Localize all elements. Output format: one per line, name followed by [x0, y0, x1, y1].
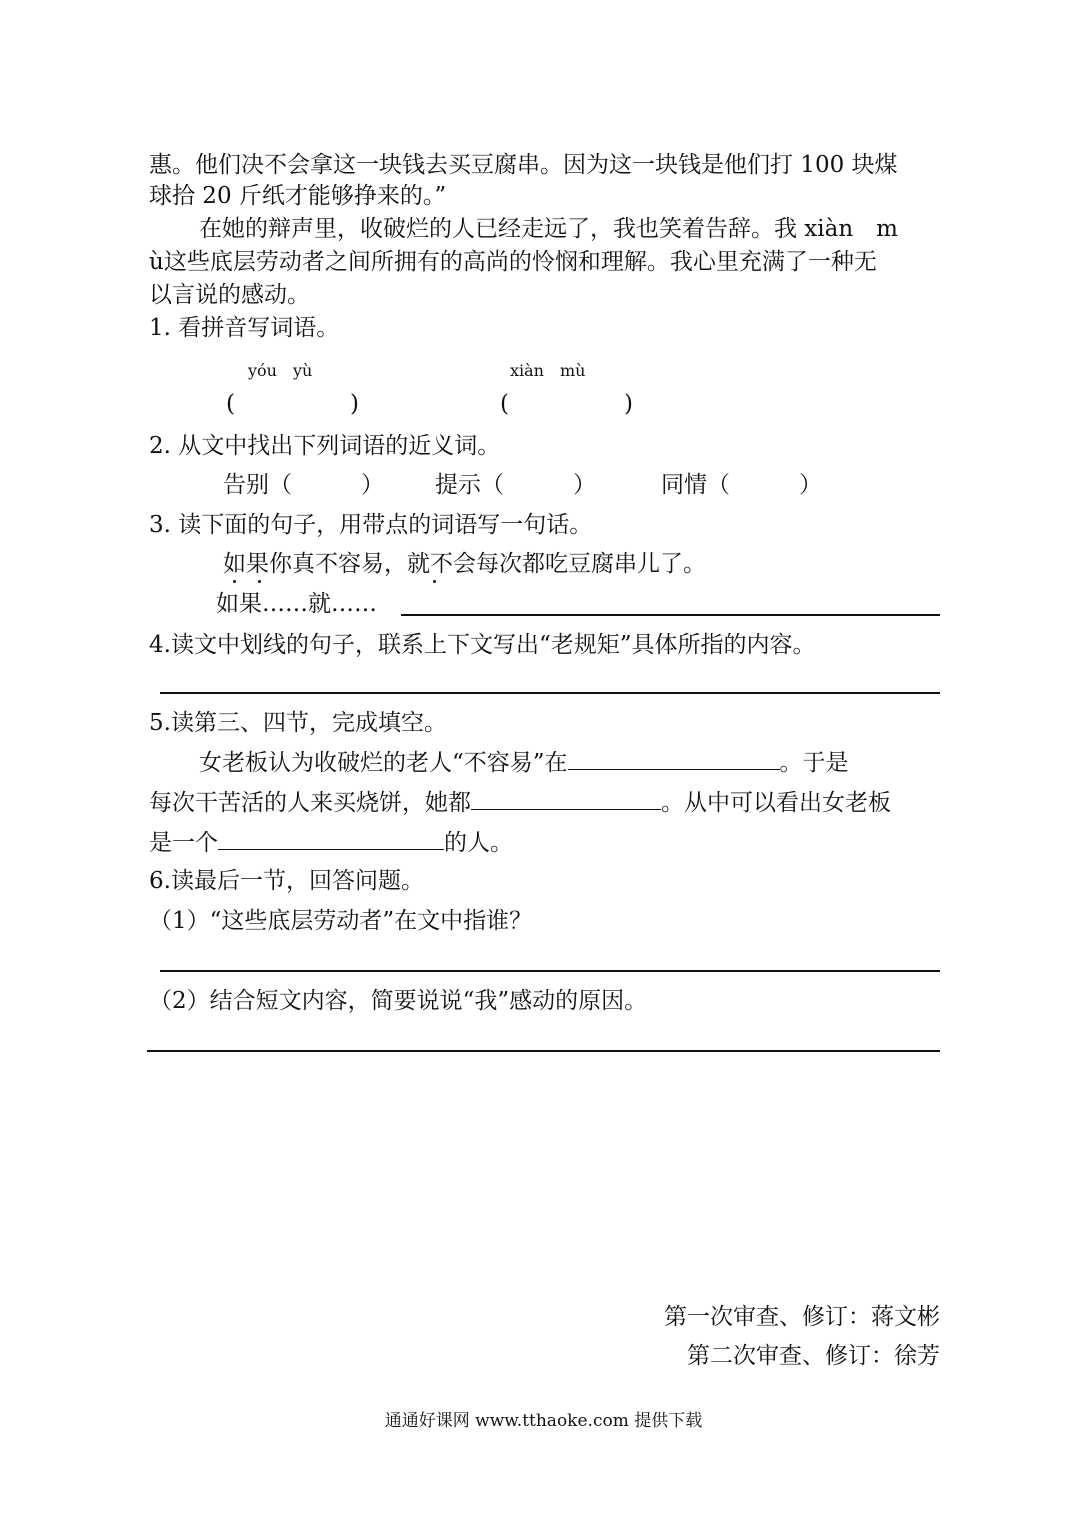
- synonym-1[interactable]: 告别（ ）: [223, 472, 384, 498]
- answer-line[interactable]: [401, 614, 940, 616]
- passage-line: 惠。他们决不会拿这一块钱去买豆腐串。因为这一块钱是他们打 100 块煤: [149, 152, 898, 178]
- fill-line-1: [199, 747, 849, 778]
- answer-line[interactable]: [147, 1050, 940, 1052]
- sentence-pattern: 如果……就……: [216, 591, 377, 617]
- answer-line[interactable]: [160, 692, 940, 694]
- pinyin-2: xiàn mù: [510, 361, 586, 380]
- fill-text: 。于是: [779, 750, 849, 776]
- review-note-1: 第一次审查、修订：蒋文彬: [664, 1304, 940, 1330]
- pinyin-1: yóu yù: [248, 361, 313, 380]
- question-4-title: 4.读文中划线的句子，联系上下文写出“老规矩”具体所指的内容。: [149, 632, 816, 658]
- question-3-title: 3. 读下面的句子，用带点的词语写一句话。: [149, 512, 593, 538]
- fill-text: 是一个: [149, 830, 218, 856]
- fill-text: 的人。: [444, 830, 513, 856]
- synonym-2[interactable]: 提示（ ）: [435, 472, 596, 498]
- question-2-title: 2. 从文中找出下列词语的近义词。: [149, 433, 501, 459]
- passage-line: ù这些底层劳动者之间所拥有的高尚的怜悯和理解。我心里充满了一种无: [149, 249, 877, 275]
- synonym-3[interactable]: 同情（ ）: [661, 472, 822, 498]
- fill-line-2: [149, 787, 891, 818]
- fill-blank[interactable]: [218, 827, 444, 850]
- passage-line: 在她的辩声里，收破烂的人已经走远了，我也笑着告辞。我 xiàn m: [199, 216, 898, 242]
- passage-line: 以言说的感动。: [149, 282, 310, 308]
- emphasis-dot: [433, 580, 436, 583]
- sub-question-2: （2）结合短文内容，简要说说“我”感动的原因。: [149, 988, 648, 1014]
- source-footer: 通通好课网 www.tthaoke.com 提供下载: [384, 1411, 703, 1431]
- fill-text: 。从中可以看出女老板: [661, 790, 891, 816]
- fill-line-3: [149, 827, 513, 858]
- example-sentence: 如果你真不容易，就不会每次都吃豆腐串儿了。: [223, 551, 706, 577]
- question-5-title: 5.读第三、四节，完成填空。: [149, 710, 447, 736]
- fill-text: 女老板认为收破烂的老人“不容易”在: [199, 750, 568, 776]
- emphasis-dot: [258, 580, 261, 583]
- question-6-title: 6.读最后一节，回答问题。: [149, 868, 424, 894]
- fill-text: 每次干苦活的人来买烧饼，她都: [149, 790, 471, 816]
- answer-line[interactable]: [160, 970, 940, 972]
- sub-question-1: （1）“这些底层劳动者”在文中指谁？: [149, 908, 533, 934]
- question-1-title: 1. 看拼音写词语。: [149, 315, 340, 341]
- fill-blank[interactable]: [471, 787, 661, 810]
- fill-blank[interactable]: [568, 747, 780, 770]
- passage-line: 球拾 20 斤纸才能够挣来的。”: [149, 183, 447, 209]
- answer-paren-1[interactable]: ( ): [226, 391, 359, 417]
- answer-paren-2[interactable]: ( ): [500, 391, 633, 417]
- emphasis-dot: [233, 580, 236, 583]
- review-note-2: 第二次审查、修订：徐芳: [687, 1343, 940, 1369]
